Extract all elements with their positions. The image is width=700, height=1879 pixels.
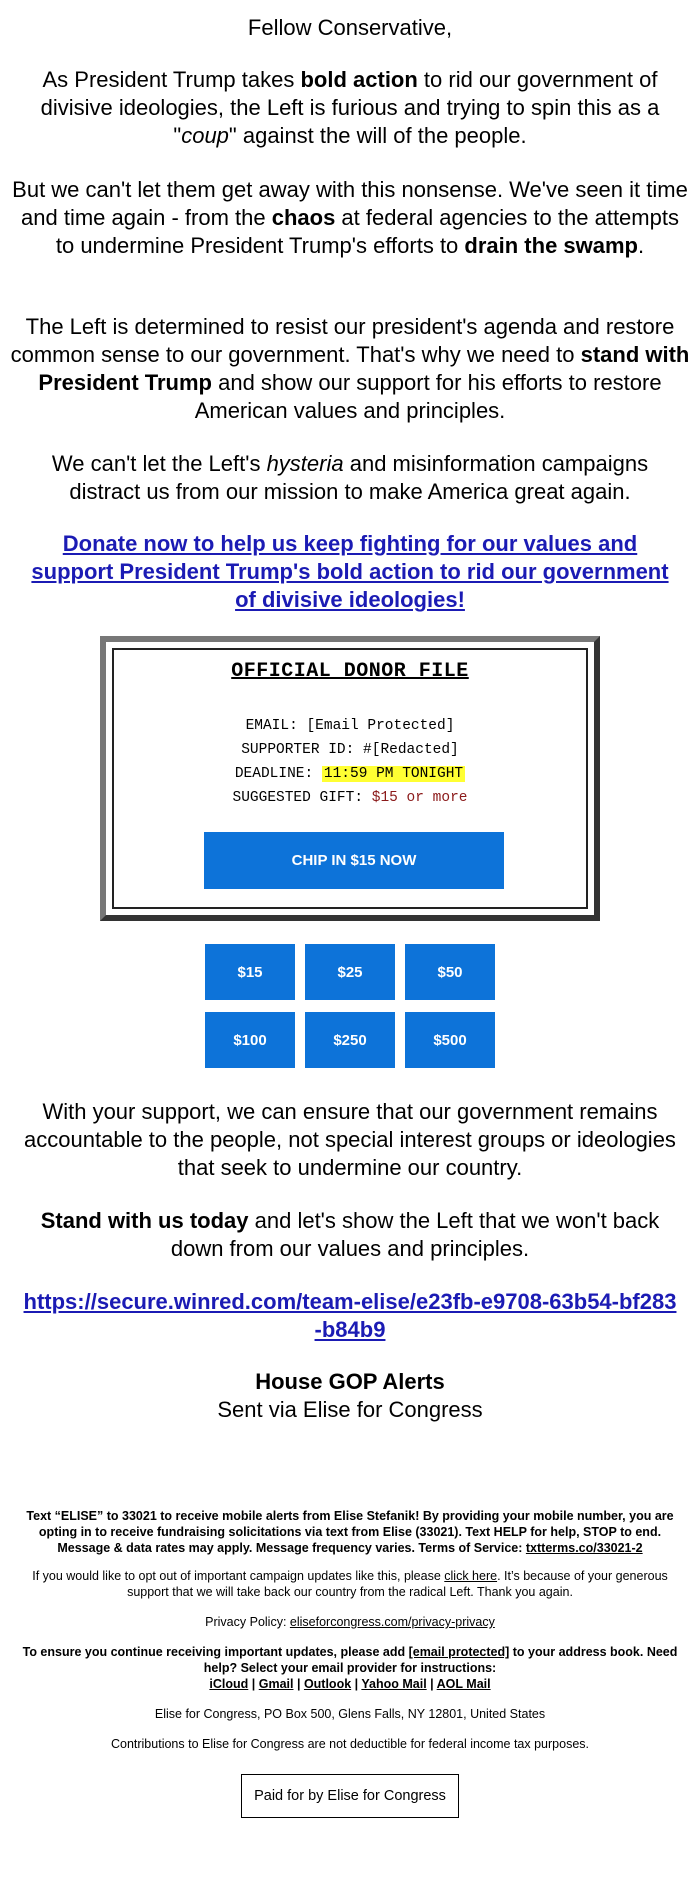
email-value: [Email Protected] [306, 718, 455, 734]
ensure-text-a: To ensure you continue receiving important updates, please add [22, 1645, 409, 1659]
p4-italic: hysteria [266, 451, 344, 476]
p1-text-c: to rid our government of divisive ideologies, the Left is furious and trying to spin this as a " [40, 67, 660, 148]
paid-for-wrapper [15, 1774, 685, 1818]
p2-bold-chaos: chaos [271, 205, 336, 230]
separator: | [293, 1677, 304, 1691]
privacy-policy [15, 1614, 685, 1630]
suggested-gift-row [114, 786, 586, 810]
separator: | [426, 1677, 437, 1691]
amount-button-100[interactable]: $100 [205, 1012, 295, 1068]
deadline-row [114, 762, 586, 786]
supporter-id-label: SUPPORTER ID: [241, 742, 355, 758]
donor-file-inner [112, 648, 588, 909]
sms-terms-link[interactable]: txtterms.co/33021-2 [525, 1541, 643, 1555]
donor-file-title: OFFICIAL DONOR FILE [231, 660, 469, 683]
signoff-title: House GOP Alerts [255, 1369, 445, 1394]
paid-for-box: Paid for by Elise for Congress [241, 1774, 459, 1818]
p1-bold: bold action [300, 67, 418, 92]
mailing-address: Elise for Congress, PO Box 500, Glens Falls, NY 12801, United States [154, 1707, 546, 1721]
optout-text-b: . It’s because of your generous support that we will take back our country from the radical Left. Thank you again. [127, 1569, 668, 1599]
privacy-label: Privacy Policy: [205, 1615, 290, 1629]
signoff-sub: Sent via Elise for Congress [217, 1397, 483, 1422]
donor-file-box [100, 636, 600, 921]
sms-text: Text “ELISE” to 33021 to receive mobile alerts from Elise Stefanik! By providing your mobile number, you are opting in to receive fundraising solicitations via text from Elise (33021). Text HELP for help, STOP to end. Message & data rates may apply. Message frequency varies. Terms of Service: [26, 1509, 674, 1555]
optout-link[interactable]: click here [444, 1569, 498, 1583]
p2-text-c: at federal agencies to the attempts to undermine President Trump's efforts to [55, 205, 679, 258]
donation-url-link[interactable]: https://secure.winred.com/team-elise/e23fb-e9708-63b54-bf283-b84b9 [23, 1289, 677, 1342]
deadline-value: 11:59 PM TONIGHT [323, 766, 464, 782]
footer [15, 1508, 685, 1818]
deadline-label: DEADLINE: [234, 766, 314, 782]
paragraph-1 [20, 66, 680, 150]
suggested-gift-value: $15 or more [371, 790, 468, 806]
p4-text-a: We can't let the Left's [51, 451, 267, 476]
suggested-gift-label: SUGGESTED GIFT: [232, 790, 364, 806]
optout-text [15, 1568, 685, 1600]
separator: | [248, 1677, 259, 1691]
greeting: Fellow Conservative, [247, 15, 453, 40]
provider-icloud-link[interactable]: iCloud [209, 1677, 249, 1691]
p1-text-e: " against the will of the people. [228, 123, 527, 148]
provider-yahoo-link[interactable]: Yahoo Mail [361, 1677, 427, 1691]
tax-disclaimer: Contributions to Elise for Congress are not deductible for federal income tax purposes. [110, 1737, 590, 1751]
provider-gmail-link[interactable]: Gmail [258, 1677, 294, 1691]
p3-text-c: and show our support for his efforts to restore American values and principles. [194, 370, 662, 423]
separator: | [351, 1677, 362, 1691]
p1-text-a: As President Trump takes [42, 67, 301, 92]
paragraph-5: With your support, we can ensure that our government remains accountable to the people, not special interest groups or ideologies that seek to undermine our country. [24, 1099, 676, 1180]
paragraph-4 [20, 450, 680, 506]
amount-button-15[interactable]: $15 [205, 944, 295, 1000]
paragraph-6 [30, 1207, 670, 1263]
optout-text-a: If you would like to opt out of important campaign updates like this, please [32, 1569, 445, 1583]
p6-text-b: and let's show the Left that we won't back down from our values and principles. [170, 1208, 660, 1261]
p2-bold-swamp: drain the swamp [464, 233, 638, 258]
p2-text-e: . [638, 233, 645, 258]
amount-button-500[interactable]: $500 [405, 1012, 495, 1068]
ensure-email-link[interactable]: [email protected] [408, 1645, 510, 1659]
supporter-id-value: #[Redacted] [363, 742, 459, 758]
provider-outlook-link[interactable]: Outlook [303, 1677, 352, 1691]
provider-aol-link[interactable]: AOL Mail [436, 1677, 491, 1691]
supporter-id-row [114, 738, 586, 762]
p1-italic: coup [181, 123, 229, 148]
privacy-link[interactable]: eliseforcongress.com/privacy-privacy [289, 1615, 495, 1629]
address-book-notice [15, 1644, 685, 1692]
donor-file-details [114, 714, 586, 810]
p2-text-a: But we can't let them get away with this nonsense. We've seen it time and time again - from the [12, 177, 688, 230]
email-row [114, 714, 586, 738]
amount-button-25[interactable]: $25 [305, 944, 395, 1000]
paragraph-3 [10, 313, 690, 425]
p3-text-a: The Left is determined to resist our president's agenda and restore common sense to our government. That's why we need to [10, 314, 675, 367]
p6-bold: Stand with us today [40, 1208, 249, 1233]
email-label: EMAIL: [245, 718, 298, 734]
donate-link[interactable]: Donate now to help us keep fighting for our values and support President Trump's bold action to rid our government of divisive ideologies! [31, 531, 669, 612]
signoff [0, 1368, 700, 1424]
p4-text-c: and misinformation campaigns distract us from our mission to make America great again. [69, 451, 649, 504]
p3-bold: stand with President Trump [38, 342, 690, 395]
chip-in-button[interactable]: CHIP IN $15 NOW [204, 832, 504, 889]
amount-button-50[interactable]: $50 [405, 944, 495, 1000]
paragraph-2 [10, 176, 690, 260]
sms-disclaimer [15, 1508, 685, 1556]
ensure-text-b: to your address book. Need help? Select your email provider for instructions: [203, 1645, 678, 1675]
amount-button-250[interactable]: $250 [305, 1012, 395, 1068]
